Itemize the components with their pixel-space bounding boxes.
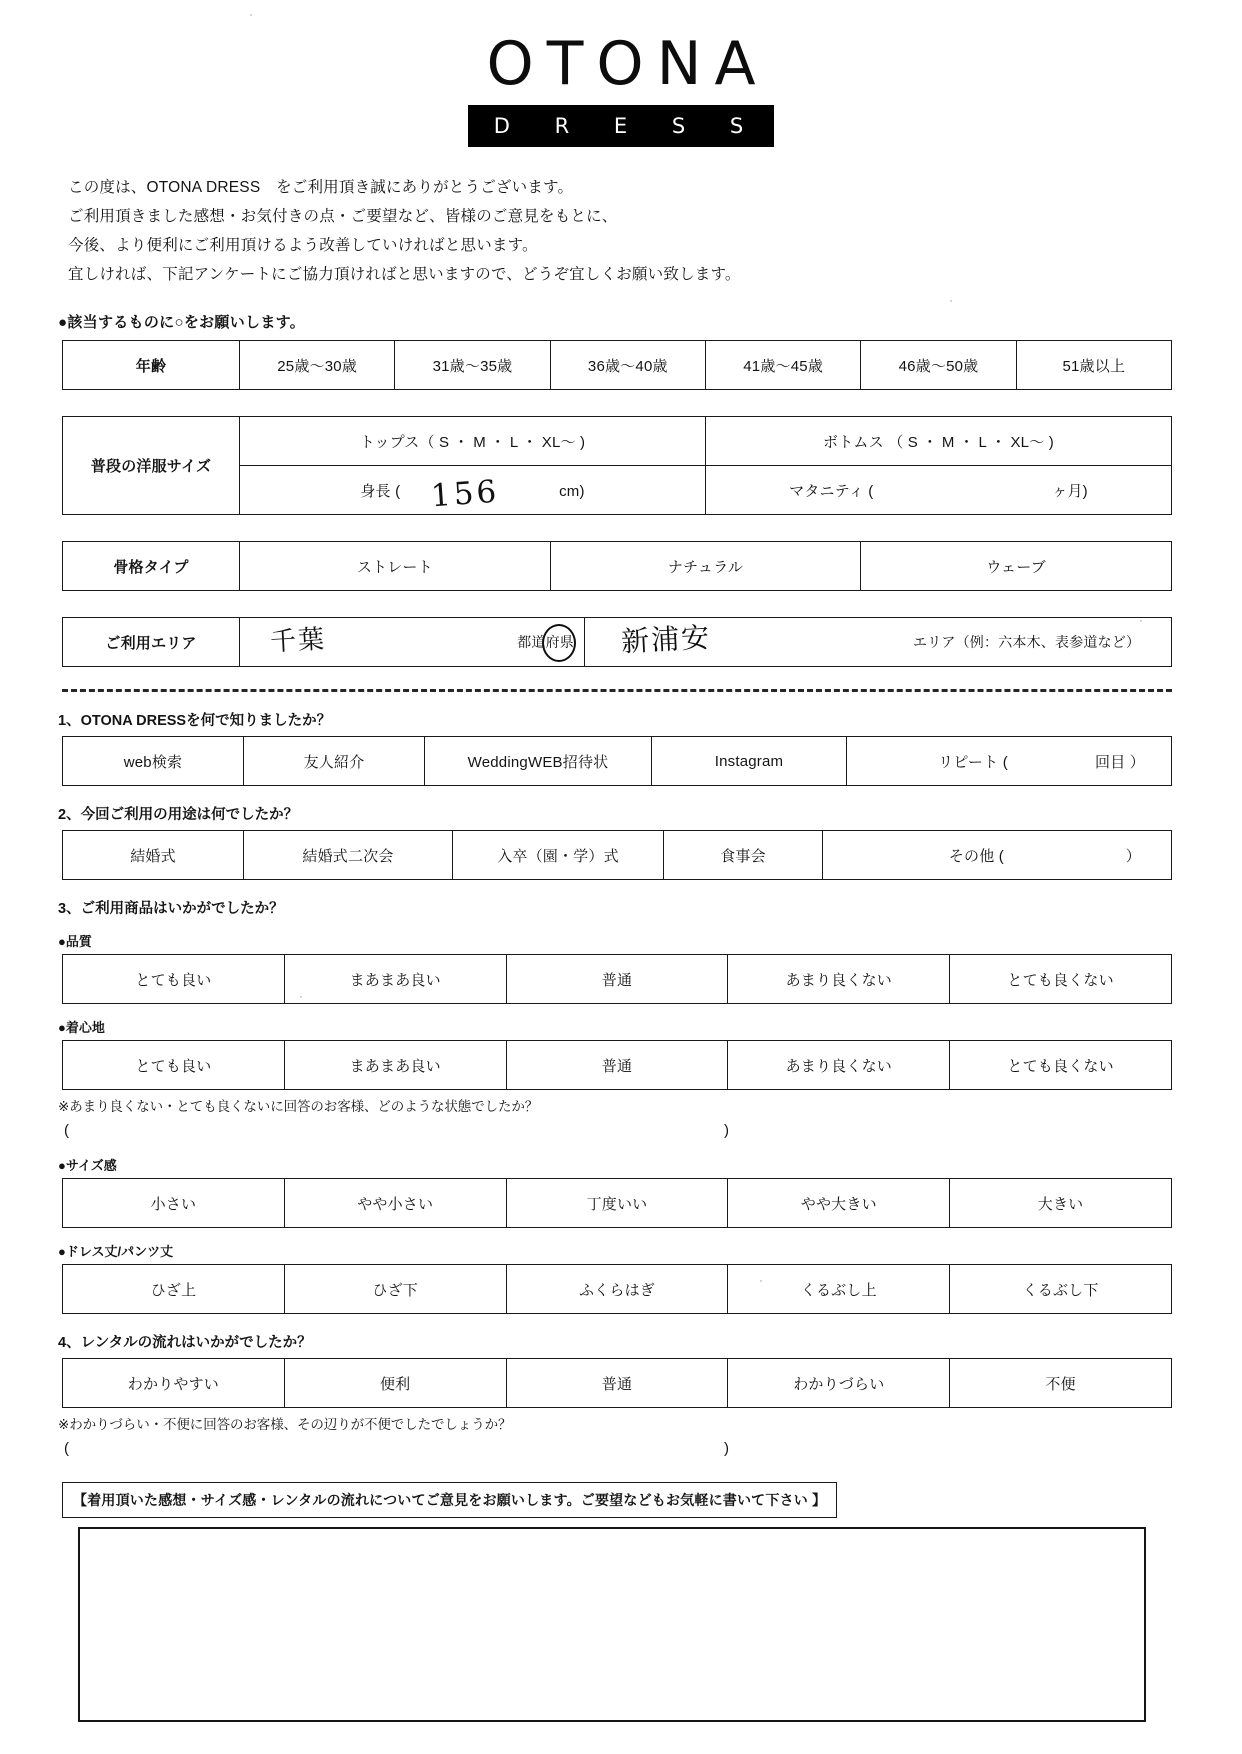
brand-subtitle: D R E S S bbox=[468, 105, 774, 147]
question-4-title: 4、レンタルの流れはいかがでしたか？ bbox=[58, 1335, 312, 1351]
fit-option-slightly-large[interactable]: やや大きい bbox=[728, 1179, 950, 1228]
bottoms-size-cell[interactable]: ボトムス （ S ・ M ・ L ・ XL～ ) bbox=[706, 417, 1172, 466]
intro-line-1: この度は、OTONA DRESS をご利用頂き誠にありがとうございます。 bbox=[68, 179, 574, 196]
question-2-table bbox=[62, 830, 1172, 880]
area-table bbox=[62, 617, 1172, 667]
section-divider bbox=[62, 689, 1172, 692]
height-handwritten-value: 156 bbox=[429, 473, 501, 514]
table-row bbox=[63, 1179, 1172, 1228]
table-row bbox=[63, 341, 1172, 390]
q1-option-instagram[interactable]: Instagram bbox=[652, 737, 847, 786]
q1-option-friend[interactable]: 友人紹介 bbox=[244, 737, 425, 786]
fit-option-large[interactable]: 大きい bbox=[950, 1179, 1172, 1228]
tops-size-cell[interactable]: トップス（ S ・ M ・ L ・ XL～ ) bbox=[240, 417, 706, 466]
frame-option-natural[interactable]: ナチュラル bbox=[550, 542, 861, 591]
q2-other-label: その他 ( bbox=[948, 847, 1004, 865]
clothing-size-label: 普段の洋服サイズ bbox=[63, 417, 240, 515]
quality-option-very-bad[interactable]: とても良くない bbox=[950, 955, 1172, 1004]
comment-section-heading: 【着用頂いた感想・サイズ感・レンタルの流れについてご意見をお願いします。ご要望などもお気軽に書いて下さい 】 bbox=[62, 1482, 837, 1518]
question-1-title: 1、OTONA DRESSを何で知りましたか？ bbox=[58, 713, 332, 729]
circle-instruction: ●該当するものに○をお願いします。 bbox=[58, 314, 306, 331]
height-label-right: cm) bbox=[559, 482, 585, 500]
frame-type-label: 骨格タイプ bbox=[63, 542, 240, 591]
table-row bbox=[63, 618, 1172, 667]
brand-logo bbox=[0, 0, 1242, 147]
area-hint: エリア（例：六本木、表参道など） bbox=[913, 634, 1141, 650]
length-option-above-knee[interactable]: ひざ上 bbox=[63, 1265, 285, 1314]
fit-option-small[interactable]: 小さい bbox=[63, 1179, 285, 1228]
height-cell[interactable] bbox=[240, 466, 706, 515]
q4-option-inconvenient[interactable]: 不便 bbox=[950, 1359, 1172, 1408]
comfort-option-very-good[interactable]: とても良い bbox=[63, 1041, 285, 1090]
fit-table bbox=[62, 1178, 1172, 1228]
length-option-below-knee[interactable]: ひざ下 bbox=[284, 1265, 506, 1314]
prefecture-suffix: 都道府県 bbox=[517, 634, 574, 650]
q4-answer-open-paren: ( bbox=[64, 1440, 69, 1457]
q2-option-after-party[interactable]: 結婚式二次会 bbox=[244, 831, 453, 880]
length-heading: ●ドレス丈/パンツ丈 bbox=[58, 1244, 174, 1259]
frame-option-straight[interactable]: ストレート bbox=[240, 542, 551, 591]
question-3-title: 3、ご利用商品はいかがでしたか？ bbox=[58, 901, 284, 917]
intro-line-2: ご利用頂きました感想・お気付きの点・ご要望など、皆様のご意見をもとに、 bbox=[68, 208, 618, 225]
q2-option-dinner[interactable]: 食事会 bbox=[664, 831, 823, 880]
q4-followup-note: ※わかりづらい・不便に回答のお客様、その辺りが不便でしたでしょうか？ bbox=[58, 1417, 512, 1432]
length-option-below-ankle[interactable]: くるぶし下 bbox=[950, 1265, 1172, 1314]
q4-option-normal[interactable]: 普通 bbox=[506, 1359, 728, 1408]
comfort-option-not-good[interactable]: あまり良くない bbox=[728, 1041, 950, 1090]
comfort-heading: ●着心地 bbox=[58, 1020, 105, 1035]
table-row bbox=[63, 1041, 1172, 1090]
height-label-left: 身長 ( bbox=[360, 482, 401, 500]
q1-repeat-label: リピート ( bbox=[938, 753, 1008, 771]
table-row bbox=[63, 1265, 1172, 1314]
prefecture-handwritten-value: 千葉 bbox=[269, 624, 327, 658]
table-row bbox=[63, 417, 1172, 466]
q2-option-ceremony[interactable]: 入卒（園・学）式 bbox=[453, 831, 664, 880]
clothing-size-table bbox=[62, 416, 1172, 515]
q4-answer-close-paren: ) bbox=[724, 1440, 729, 1457]
prefecture-cell[interactable] bbox=[240, 618, 585, 667]
area-handwritten-value: 新浦安 bbox=[620, 620, 712, 659]
quality-option-very-good[interactable]: とても良い bbox=[63, 955, 285, 1004]
intro-line-3: 今後、より便利にご利用頂けるよう改善していければと思います。 bbox=[68, 237, 538, 254]
age-option-36-40[interactable]: 36歳～40歳 bbox=[550, 341, 705, 390]
intro-line-4: 宜しければ、下記アンケートにご協力頂ければと思いますので、どうぞ宜しくお願い致します。 bbox=[68, 266, 741, 283]
maternity-cell[interactable] bbox=[706, 466, 1172, 515]
comfort-answer-open-paren: ( bbox=[64, 1122, 69, 1139]
question-1-table bbox=[62, 736, 1172, 786]
table-row bbox=[63, 831, 1172, 880]
comment-textarea[interactable] bbox=[78, 1527, 1146, 1722]
q2-option-other[interactable] bbox=[823, 831, 1172, 880]
q4-option-convenient[interactable]: 便利 bbox=[284, 1359, 506, 1408]
age-label: 年齢 bbox=[63, 341, 240, 390]
comfort-followup-answer[interactable] bbox=[64, 1122, 1242, 1142]
table-row bbox=[63, 955, 1172, 1004]
age-option-41-45[interactable]: 41歳～45歳 bbox=[705, 341, 860, 390]
q1-option-repeat[interactable] bbox=[847, 737, 1172, 786]
comfort-option-normal[interactable]: 普通 bbox=[506, 1041, 728, 1090]
fit-heading: ●サイズ感 bbox=[58, 1158, 117, 1173]
area-name-cell[interactable] bbox=[585, 618, 1172, 667]
comfort-answer-close-paren: ) bbox=[724, 1122, 729, 1139]
brand-name: OTONA bbox=[486, 29, 769, 99]
table-row bbox=[63, 542, 1172, 591]
maternity-label-right: ヶ月) bbox=[1052, 482, 1088, 500]
length-option-calf[interactable]: ふくらはぎ bbox=[506, 1265, 728, 1314]
q2-option-wedding[interactable]: 結婚式 bbox=[63, 831, 244, 880]
table-row bbox=[63, 1359, 1172, 1408]
quality-heading: ●品質 bbox=[58, 934, 92, 949]
question-2-title: 2、今回ご利用の用途は何でしたか？ bbox=[58, 807, 299, 823]
quality-table bbox=[62, 954, 1172, 1004]
frame-option-wave[interactable]: ウェーブ bbox=[861, 542, 1172, 591]
age-option-25-30[interactable]: 25歳～30歳 bbox=[240, 341, 395, 390]
q4-followup-answer[interactable] bbox=[64, 1440, 1242, 1460]
q4-option-easy-to-understand[interactable]: わかりやすい bbox=[63, 1359, 285, 1408]
comfort-option-fairly-good[interactable]: まあまあ良い bbox=[284, 1041, 506, 1090]
age-option-31-35[interactable]: 31歳～35歳 bbox=[395, 341, 550, 390]
age-option-51-plus[interactable]: 51歳以上 bbox=[1016, 341, 1171, 390]
age-table bbox=[62, 340, 1172, 390]
frame-type-table bbox=[62, 541, 1172, 591]
fit-option-just-right[interactable]: 丁度いい bbox=[506, 1179, 728, 1228]
maternity-label-left: マタニティ ( bbox=[789, 482, 874, 500]
fit-option-slightly-small[interactable]: やや小さい bbox=[284, 1179, 506, 1228]
intro-paragraph bbox=[68, 173, 1242, 289]
area-label: ご利用エリア bbox=[63, 618, 240, 667]
age-option-46-50[interactable]: 46歳～50歳 bbox=[861, 341, 1016, 390]
length-table bbox=[62, 1264, 1172, 1314]
question-4-table bbox=[62, 1358, 1172, 1408]
quality-option-not-good[interactable]: あまり良くない bbox=[728, 955, 950, 1004]
quality-option-fairly-good[interactable]: まあまあ良い bbox=[284, 955, 506, 1004]
q1-option-web-search[interactable]: web検索 bbox=[63, 737, 244, 786]
q2-other-suffix: ） bbox=[1125, 847, 1141, 865]
table-row bbox=[63, 737, 1172, 786]
comfort-option-very-bad[interactable]: とても良くない bbox=[950, 1041, 1172, 1090]
comfort-followup-note: ※あまり良くない・とても良くないに回答のお客様、どのような状態でしたか？ bbox=[58, 1099, 539, 1114]
length-option-above-ankle[interactable]: くるぶし上 bbox=[728, 1265, 950, 1314]
q1-option-wedding-web[interactable]: WeddingWEB招待状 bbox=[425, 737, 652, 786]
quality-option-normal[interactable]: 普通 bbox=[506, 955, 728, 1004]
comfort-table bbox=[62, 1040, 1172, 1090]
q1-repeat-suffix: 回目 ） bbox=[1095, 753, 1145, 771]
q4-option-hard-to-understand[interactable]: わかりづらい bbox=[728, 1359, 950, 1408]
